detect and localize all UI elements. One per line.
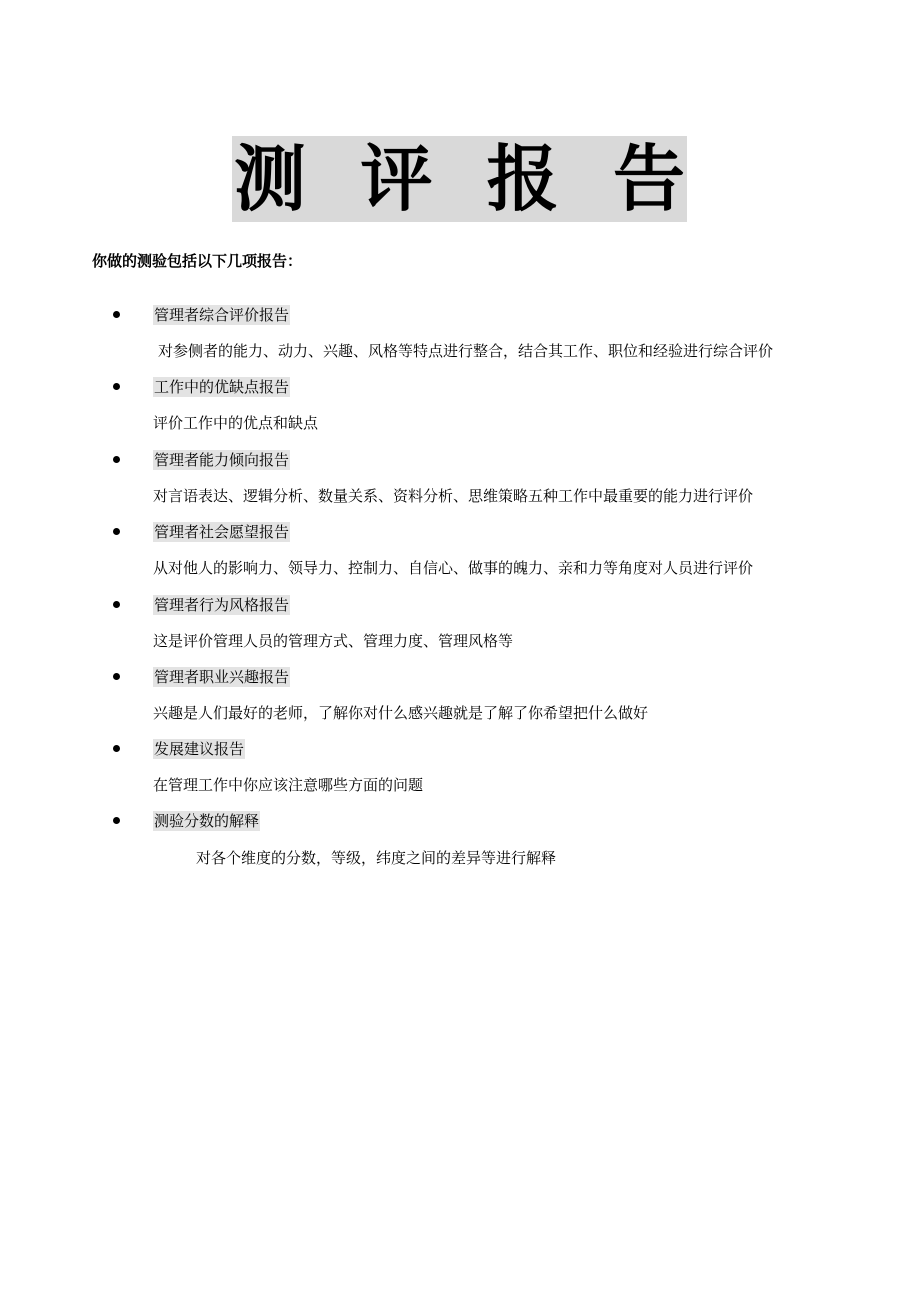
report-item-title: 管理者行为风格报告	[154, 596, 290, 614]
report-item-desc: 兴趣是人们最好的老师，了解你对什么感兴趣就是了解了你希望把什么做好	[153, 704, 649, 722]
report-item-desc: 对各个维度的分数，等级，纬度之间的差异等进行解释	[196, 849, 557, 867]
bullet-icon	[113, 528, 120, 535]
title-char-1: 测	[234, 137, 307, 221]
bullet-icon	[113, 745, 120, 752]
title-char-3: 报	[486, 137, 559, 221]
report-item-title: 管理者社会愿望报告	[154, 523, 290, 541]
report-item-title: 测验分数的解释	[154, 812, 260, 830]
bullet-icon	[113, 383, 120, 390]
report-item-desc: 这是评价管理人员的管理方式、管理力度、管理风格等	[153, 632, 514, 650]
intro-text: 你做的测验包括以下几项报告：	[92, 252, 303, 270]
report-item-title: 发展建议报告	[154, 740, 245, 758]
bullet-icon	[113, 817, 120, 824]
title-char-2: 评	[360, 137, 433, 221]
report-title	[232, 136, 687, 222]
bullet-icon	[113, 673, 120, 680]
bullet-icon	[113, 601, 120, 608]
report-item-title: 管理者综合评价报告	[154, 306, 290, 324]
report-item-title: 工作中的优缺点报告	[154, 378, 290, 396]
report-item-desc: 在管理工作中你应该注意哪些方面的问题	[153, 776, 424, 794]
bullet-icon	[113, 311, 120, 318]
report-item-title: 管理者能力倾向报告	[154, 451, 290, 469]
report-item-title: 管理者职业兴趣报告	[154, 668, 290, 686]
report-item-desc: 对参侧者的能力、动力、兴趣、风格等特点进行整合，结合其工作、职位和经验进行综合评价	[158, 342, 774, 360]
title-char-4: 告	[612, 137, 685, 221]
bullet-icon	[113, 456, 120, 463]
report-item-desc: 对言语表达、逻辑分析、数量关系、资料分析、思维策略五种工作中最重要的能力进行评价	[153, 487, 754, 505]
report-item-desc: 从对他人的影响力、领导力、控制力、自信心、做事的魄力、亲和力等角度对人员进行评价	[153, 559, 754, 577]
report-item-desc: 评价工作中的优点和缺点	[153, 414, 319, 432]
